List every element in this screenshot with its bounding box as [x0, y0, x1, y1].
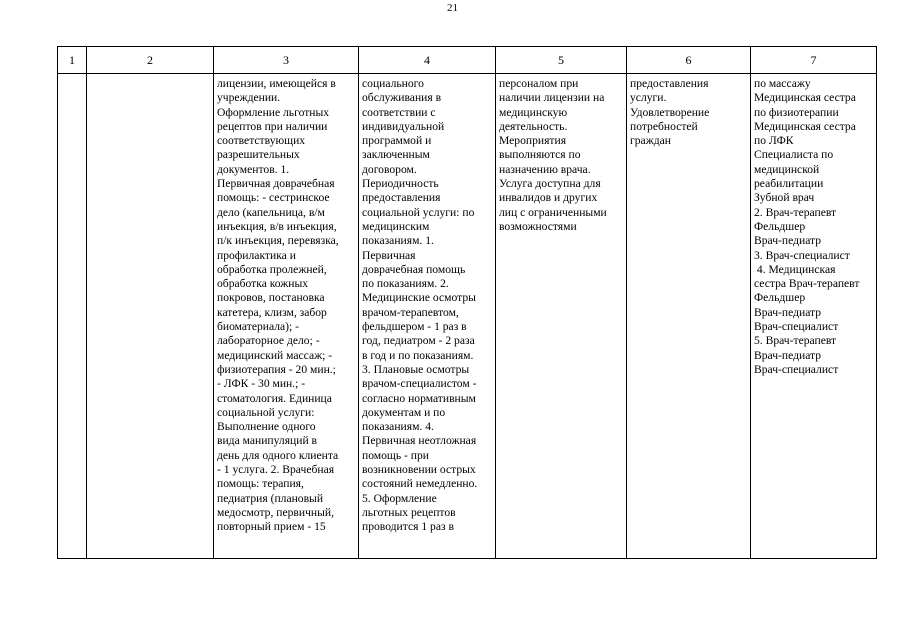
cell-col2 — [87, 74, 214, 559]
column-header-7: 7 — [751, 47, 877, 74]
column-header-5: 5 — [496, 47, 627, 74]
service-result-text: предоставления услуги. Удовлетворение потребностей граждан — [630, 77, 710, 148]
page-number: 21 — [447, 2, 458, 14]
service-periodicity-text: социального обслуживания в соответствии с индивидуальной программой и заключенным договором. Периодичность предоставления социальной услуги: по медицинским показаниям. 1. Первичная доврачебная помощь по показаниям. 2. Медицинские осмотры врачом-терапевтом, фельдшером - 1 раз в год, педиатром - 2 раза в год и по показаниям. 3. Плановые осмотры врачом-специалистом - согласно нормативным документам и по показаниям. 4. Первичная неотложная помощь - при возникновении острых состояний немедленно. 5. Оформление льготных рецептов проводится 1 раз в — [362, 77, 478, 534]
cell-col1 — [58, 74, 87, 559]
service-staff-text: по массажу Медицинская сестра по физиотерапии Медицинская сестра по ЛФК Специалиста по медицинской реабилитации Зубной врач 2. Врач-терапевт Фельдшер Врач-педиатр 3. Врач-специалист 4. Медицинская сестра Врач-терапевт Фельдшер Врач-педиатр Врач-специалист 5. Врач-терапевт Врач-педиатр Врач-специалист — [754, 77, 860, 376]
column-header-4: 4 — [359, 47, 496, 74]
cell-col7 — [751, 74, 877, 559]
service-conditions-text: персоналом при наличии лицензии на медицинскую деятельность. Мероприятия выполняются по назначению врача. Услуга доступна для инвалидов и других лиц с ограниченными возможностями — [499, 77, 607, 233]
service-description-text: лицензии, имеющейся в учреждении. Оформление льготных рецептов при наличии соответствующих разрешительных документов. 1. Первичная доврачебная помощь: - сестринское дело (капельница, в/м инъекция, в/в инъекция, п/к инъекция, перевязка, профилактика и обработка пролежней, обработка кожных покровов, постановка катетера, клизм, забор биоматериала); - лабораторное дело; - медицинский массаж; - физиотерапия - 20 мин.; - ЛФК - 30 мин.; - стоматология. Единица социальной услуги: Выполнение одного вида манипуляций в день для одного клиента - 1 услуга. 2. Врачебная помощь: терапия, педиатрия (плановый медосмотр, первичный, повторный прием - 15 — [217, 77, 339, 534]
column-header-3: 3 — [214, 47, 359, 74]
column-header-2: 2 — [87, 47, 214, 74]
cell-col5 — [496, 74, 627, 559]
table-header-row — [58, 47, 877, 74]
cell-col3 — [214, 74, 359, 559]
table-row — [58, 74, 877, 559]
cell-col6 — [627, 74, 751, 559]
services-table — [57, 46, 877, 559]
cell-col4 — [359, 74, 496, 559]
column-header-6: 6 — [627, 47, 751, 74]
column-header-1: 1 — [58, 47, 87, 74]
